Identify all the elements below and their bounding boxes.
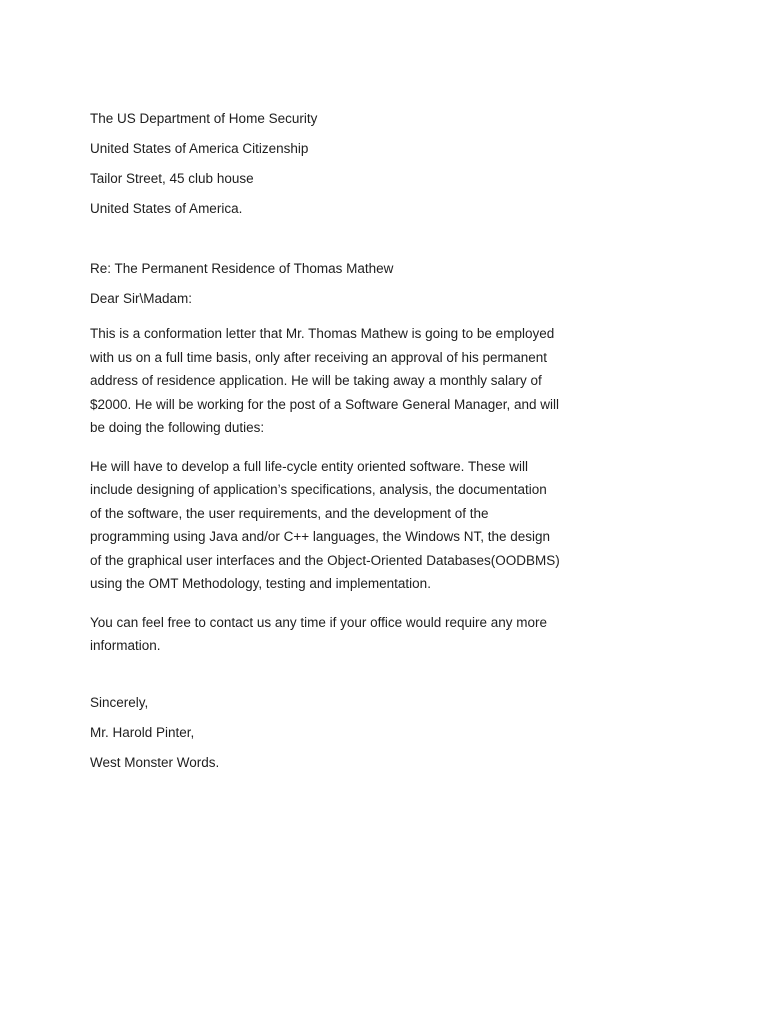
body-paragraph: You can feel free to contact us any time if your office would require any more information. bbox=[90, 614, 548, 653]
signer-name: Mr. Harold Pinter, bbox=[90, 724, 195, 740]
address-line: United States of America. bbox=[90, 201, 243, 216]
body-paragraph: He will have to develop a full life-cycle entity oriented software. These will include designing of application’s specifications, analysis, the documentation of the software, the user requirements, and the development of the programming using Java and/or C++ languages, the Windows NT, the design of the graphical user interfaces and the Object-Oriented Databases(OODBMS) using the OMT Methodology, testing and implementation. bbox=[90, 458, 560, 591]
letter-page bbox=[90, 104, 560, 778]
closing-block bbox=[90, 688, 560, 778]
recipient-address bbox=[90, 104, 560, 224]
salutation: Dear Sir\Madam: bbox=[90, 291, 193, 306]
subject-line: Re: The Permanent Residence of Thomas Mathew bbox=[90, 261, 394, 276]
signer-organization: West Monster Words. bbox=[90, 754, 220, 770]
address-line: United States of America Citizenship bbox=[90, 141, 309, 156]
closing-line: Sincerely, bbox=[90, 694, 149, 710]
body-paragraph: This is a conformation letter that Mr. Thomas Mathew is going to be employed with us on a full time basis, only after receiving an approval of his permanent address of residence application. He will be taking away a monthly salary of $2000. He will be working for the post of a Software General Manager, and will be doing the following duties: bbox=[90, 326, 560, 435]
address-line: Tailor Street, 45 club house bbox=[90, 171, 254, 186]
address-line: The US Department of Home Security bbox=[90, 111, 318, 126]
